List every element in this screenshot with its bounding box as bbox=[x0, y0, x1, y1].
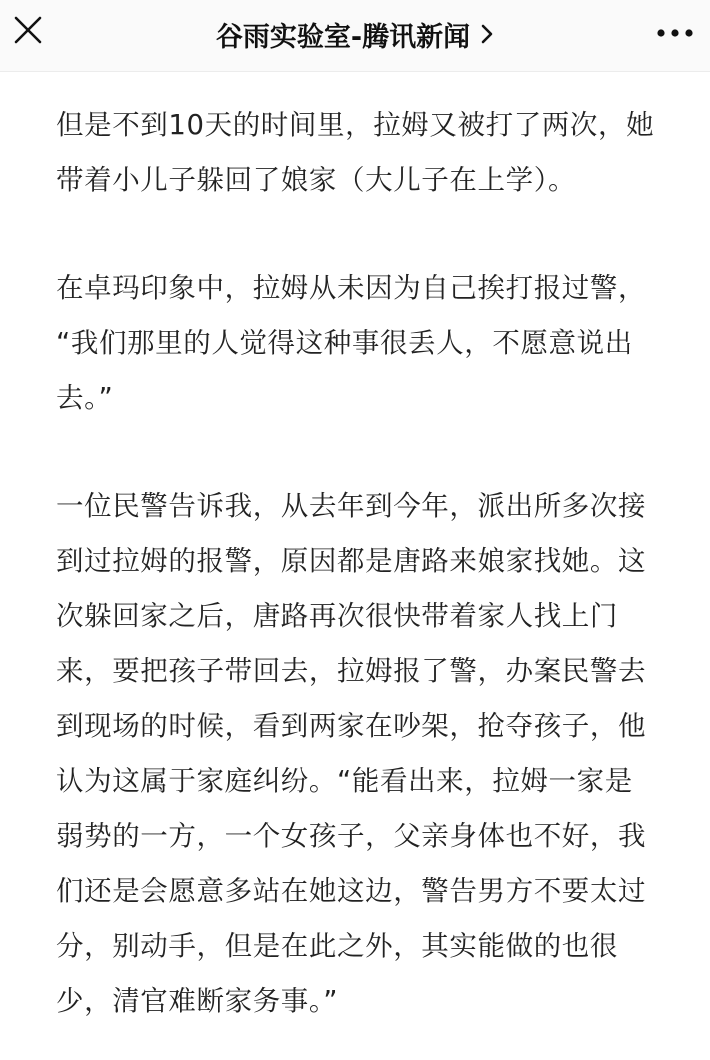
close-icon bbox=[13, 15, 43, 49]
top-navbar bbox=[0, 0, 710, 72]
article-paragraph bbox=[56, 479, 668, 1029]
paragraph-line: 到过拉姆的报警，原因都是唐路来娘家找她。这 bbox=[56, 545, 647, 577]
paragraph-line: 次躲回家之后，唐路再次很快带着家人找上门 bbox=[56, 600, 618, 632]
article-body bbox=[56, 98, 668, 1060]
paragraph-line: 少，清官难断家务事。” bbox=[56, 985, 339, 1017]
paragraph-line: 到现场的时候，看到两家在吵架，抢夺孩子，他 bbox=[56, 710, 647, 742]
article-paragraph bbox=[56, 98, 668, 208]
paragraph-line: 们还是会愿意多站在她这边，警告男方不要太过 bbox=[56, 875, 647, 907]
paragraph-line: 一位民警告诉我，从去年到今年，派出所多次接 bbox=[56, 490, 647, 522]
paragraph-line: 带着小儿子躲回了娘家（大儿子在上学）。 bbox=[56, 164, 577, 196]
page-title: 谷雨实验室-腾讯新闻 bbox=[215, 21, 471, 53]
paragraph-line: 认为这属于家庭纠纷。“能看出来，拉姆一家是 bbox=[56, 765, 633, 797]
paragraph-line: 分，别动手，但是在此之外，其实能做的也很 bbox=[56, 930, 618, 962]
chevron-right-icon bbox=[480, 23, 494, 45]
paragraph-line: 来，要把孩子带回去，拉姆报了警，办案民警去 bbox=[56, 655, 647, 687]
close-button[interactable] bbox=[8, 12, 48, 52]
more-dots-icon bbox=[656, 23, 694, 42]
account-title-link[interactable] bbox=[130, 14, 580, 54]
paragraph-line: 但是不到10天的时间里，拉姆又被打了两次，她 bbox=[56, 109, 655, 141]
paragraph-line: 弱势的一方，一个女孩子，父亲身体也不好，我 bbox=[56, 820, 647, 852]
more-button[interactable] bbox=[650, 12, 700, 52]
article-paragraph bbox=[56, 261, 668, 426]
paragraph-line: 去。” bbox=[56, 382, 114, 414]
paragraph-line: “我们那里的人觉得这种事很丢人，不愿意说出 bbox=[56, 327, 633, 359]
paragraph-line: 在卓玛印象中，拉姆从未因为自己挨打报过警， bbox=[56, 272, 647, 304]
